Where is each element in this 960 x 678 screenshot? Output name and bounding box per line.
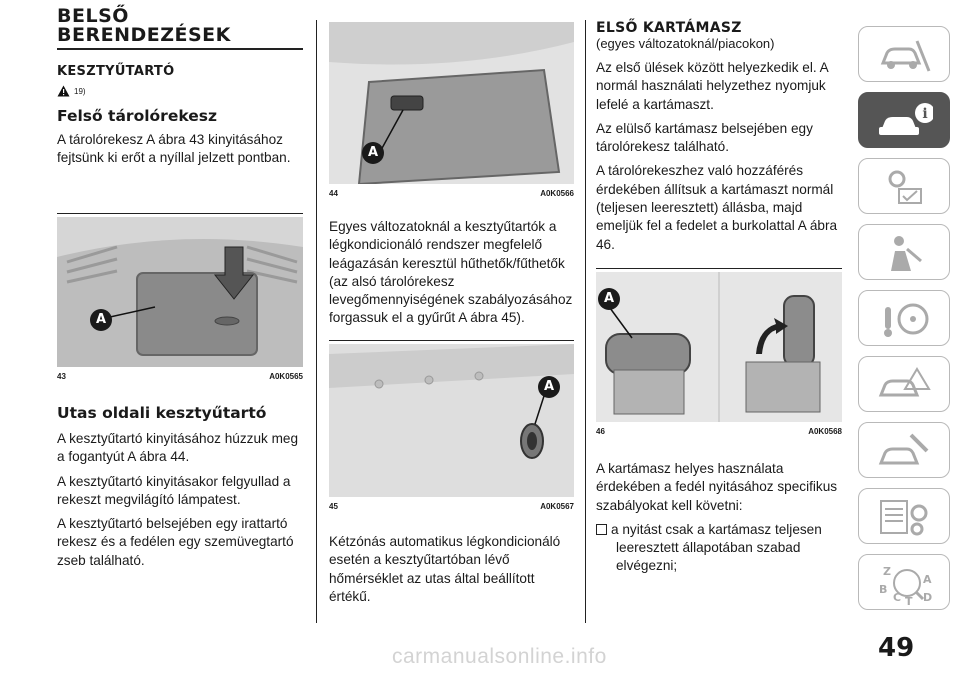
list-item-text: a nyitást csak a kartámasz teljesen leeresztett állapotában szabad elvégezni; — [611, 521, 822, 574]
index-letter: C — [893, 591, 902, 604]
car-info-icon — [877, 99, 933, 143]
index-letter: T — [905, 595, 913, 605]
list-item — [596, 521, 842, 576]
figure-46-image — [596, 272, 842, 422]
figure-code: A0K0565 — [269, 372, 303, 381]
air-vent-ring-illustration — [329, 344, 574, 497]
paragraph-armrest-storage: Az elülső kartámasz belsejében egy tárolórekesz található. — [596, 120, 813, 155]
section-title-glovebox: KESZTYŰTARTÓ — [57, 64, 175, 79]
figure-44-image — [329, 22, 574, 184]
chapter-title-line2: BERENDEZÉSEK — [57, 24, 231, 46]
callout-a: A — [362, 142, 384, 164]
paragraph-document-holder: A kesztyűtartó belsejében egy irattartó rekesz és a fedélen egy szemüvegtartó zseb található. — [57, 516, 294, 568]
section-title-armrest: ELSŐ KARTÁMASZ — [596, 20, 742, 36]
warning-reference — [57, 85, 303, 97]
car-tools-icon — [877, 33, 933, 77]
tab-index[interactable] — [858, 554, 950, 610]
index-letter: A — [923, 573, 932, 586]
column-divider-1 — [316, 20, 317, 623]
index-letter: B — [879, 583, 888, 596]
tab-emergency[interactable] — [858, 422, 950, 478]
paragraph-dual-zone: Kétzónás automatikus légkondicionáló esetén a kesztyűtartóban lévő hőmérséklet az utas által beállított értékű. — [329, 534, 561, 604]
warning-triangle-icon — [57, 85, 70, 97]
tab-car-tools[interactable] — [858, 26, 950, 82]
tab-warnings[interactable] — [858, 356, 950, 412]
watermark: carmanualsonline.info — [392, 645, 607, 668]
right-column — [596, 20, 842, 260]
figure-number: 43 — [57, 372, 66, 381]
figure-44 — [329, 22, 574, 200]
warning-car-icon — [877, 363, 933, 407]
figure-44-caption — [329, 187, 574, 200]
chapter-title — [57, 7, 303, 50]
figure-code: A0K0566 — [540, 189, 574, 198]
alphabet-index-icon — [877, 561, 933, 605]
airbag-person-icon — [877, 231, 933, 275]
figure-code: A0K0568 — [808, 427, 842, 436]
tab-starting-driving[interactable] — [858, 290, 950, 346]
index-letter: Z — [883, 565, 891, 578]
figure-43-image — [57, 217, 303, 367]
right-column-lower — [596, 460, 842, 582]
paragraph-armrest-location: Az első ülések között helyezkedik el. A normál használati helyzethez nyomjuk lefelé a kartámaszt. — [596, 60, 828, 112]
figure-43-caption — [57, 370, 303, 383]
tab-car-info[interactable] — [858, 92, 950, 148]
paragraph-lamp: A kesztyűtartó kinyitásakor felgyullad a rekeszt megvilágító lámpatest. — [57, 473, 291, 507]
paragraph-armrest-rules: A kartámasz helyes használata érdekében a fedél nyitásához specifikus szabályokat kell követni: — [596, 461, 838, 513]
chapter-title-line1: BELSŐ — [57, 5, 129, 27]
figure-45-image — [329, 344, 574, 497]
figure-number: 44 — [329, 189, 338, 198]
callout-a: A — [538, 376, 560, 398]
dashboard-lights-icon — [877, 165, 933, 209]
figure-43 — [57, 213, 303, 383]
checkbox-bullet-icon — [596, 524, 607, 535]
page-number: 49 — [878, 633, 915, 663]
tab-safety[interactable] — [858, 224, 950, 280]
heading-upper-compartment: Felső tárolórekesz — [57, 107, 217, 125]
paragraph-open-glovebox: A kesztyűtartó kinyitásához húzzuk meg a fogantyút A ábra 44. — [57, 431, 299, 465]
svg-text:i: i — [922, 106, 928, 122]
callout-a: A — [90, 309, 112, 331]
middle-column-text-lower — [329, 533, 574, 612]
paragraph-climate-glovebox: Egyes változatoknál a kesztyűtartók a légkondicionáló rendszer megfelelő leágazásán keresztül hűthetők/fűthetők (az alsó tárolórekesz levegőmennyiségének szabályozásához forgassuk el a gyűrűt A ábra 45). — [329, 219, 573, 326]
tab-dashboard-lights[interactable] — [858, 158, 950, 214]
paragraph-upper-compartment: A tárolórekesz A ábra 43 kinyitásához fejtsünk ki erőt a nyíllal jelzett pontban. — [57, 132, 291, 166]
left-column — [57, 0, 303, 174]
left-column-lower — [57, 404, 303, 576]
figure-number: 46 — [596, 427, 605, 436]
figure-46-caption — [596, 425, 842, 438]
heading-passenger-glovebox: Utas oldali kesztyűtartó — [57, 404, 267, 422]
callout-a: A — [598, 288, 620, 310]
specs-gears-icon — [877, 495, 933, 539]
dashboard-compartment-illustration — [57, 217, 303, 367]
tab-specs[interactable] — [858, 488, 950, 544]
armrest-illustration — [596, 272, 842, 422]
key-steering-icon — [877, 297, 933, 341]
figure-45 — [329, 340, 574, 513]
figure-45-caption — [329, 500, 574, 513]
paragraph-armrest-access: A tárolórekeszhez való hozzáférés érdekében állítsuk a kartámaszt normál (teljesen leeresztett) állásba, majd emeljük fel a fedelet a burkolattal A ábra 46. — [596, 163, 838, 252]
figure-code: A0K0567 — [540, 502, 574, 511]
section-subtitle: (egyes változatoknál/piacokon) — [596, 36, 775, 51]
middle-column-text — [329, 218, 574, 334]
warning-ref-number: 19) — [74, 86, 86, 96]
column-divider-2 — [585, 20, 586, 623]
figure-46 — [596, 268, 842, 438]
figure-number: 45 — [329, 502, 338, 511]
wrench-car-icon — [877, 429, 933, 473]
index-letter: D — [923, 591, 933, 604]
